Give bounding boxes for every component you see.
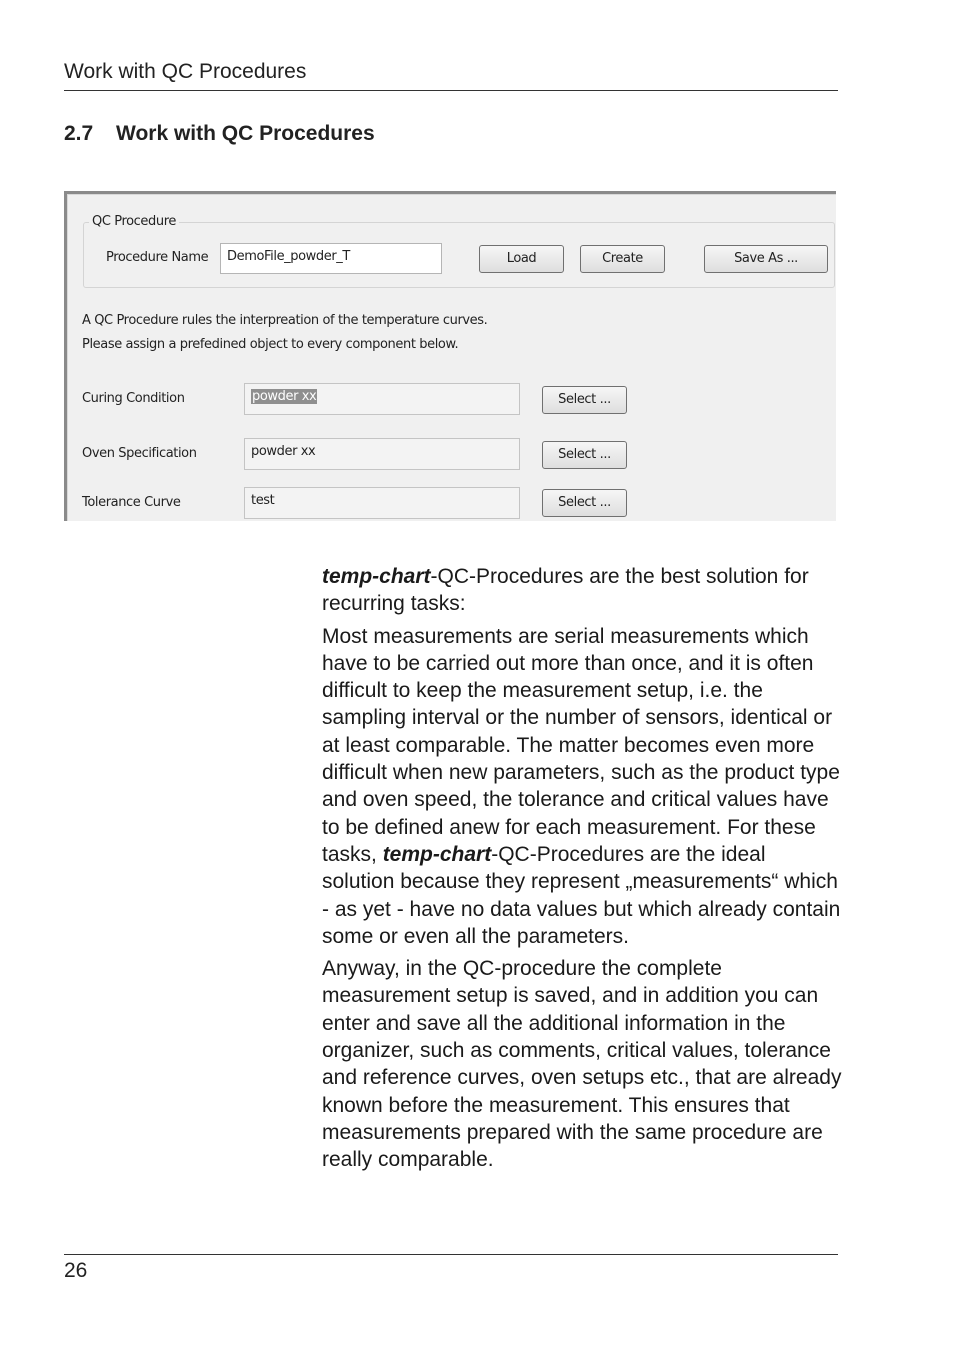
paragraph-serial-measurements [322, 623, 842, 951]
body-text [322, 563, 842, 1179]
tolerance-curve-field[interactable]: test [244, 487, 520, 519]
select-curing-condition-button[interactable]: Select ... [542, 386, 627, 414]
oven-specification-field[interactable]: powder xx [244, 438, 520, 470]
paragraph-intro [322, 563, 842, 618]
select-tolerance-curve-button[interactable]: Select ... [542, 489, 627, 517]
dialog-inner-edge [67, 194, 836, 195]
footer-rule [64, 1254, 838, 1255]
procedure-name-label: Procedure Name [106, 250, 209, 265]
brand-name: temp-chart [322, 565, 431, 588]
paragraph-text: Most measurements are serial measurements which have to be carried out more than once, and it is often difficult to keep the measurement setup, i.e. the sampling interval or the number of sensors, identical or at least comparable. The matter becomes even more difficult when new parameters, such as the product type and oven speed, the tolerance and critical values have to be defined anew for each measurement. For these tasks, [322, 624, 840, 866]
description-line: Please assign a prefedined object to every component below. [82, 337, 459, 352]
curing-condition-label: Curing Condition [82, 391, 185, 406]
select-oven-specification-button[interactable]: Select ... [542, 441, 627, 469]
curing-condition-field[interactable] [244, 383, 520, 415]
brand-name: temp-chart [382, 842, 492, 866]
load-button[interactable]: Load [479, 245, 564, 273]
header-rule [64, 90, 838, 91]
tolerance-curve-label: Tolerance Curve [82, 495, 181, 510]
procedure-name-input[interactable]: DemoFile_powder_T [220, 243, 442, 274]
page-number: 26 [64, 1259, 88, 1282]
section-number: 2.7 [64, 122, 94, 145]
qc-procedure-dialog-screenshot [64, 191, 836, 521]
paragraph-setup-saved: Anyway, in the QC-procedure the complete measurement setup is saved, and in addition you can enter and save all the additional information in the organizer, such as comments, critical values, tolerance and reference curves, oven setups etc., that are already known before the measurement. This ensures that measurements prepared with the same procedure are really comparable. [322, 957, 842, 1172]
section-heading [64, 122, 375, 146]
paragraph-text: -QC-Procedures are the ideal solution because they represent „measurements“ which - as yet - have no data values but which already contain some or even all the parameters. [322, 842, 841, 948]
group-legend: QC Procedure [89, 214, 179, 229]
paragraph-text: -QC-Procedures are the best solution for recurring tasks: [322, 565, 809, 616]
create-button[interactable]: Create [580, 245, 665, 273]
section-title: Work with QC Procedures [116, 122, 375, 145]
oven-specification-label: Oven Specification [82, 446, 197, 461]
save-as-button[interactable]: Save As ... [704, 245, 828, 273]
curing-condition-value: powder xx [252, 389, 317, 404]
running-header: Work with QC Procedures [64, 60, 307, 83]
description-line: A QC Procedure rules the interpreation of the temperature curves. [82, 313, 488, 328]
dialog-inner-edge [67, 194, 68, 521]
